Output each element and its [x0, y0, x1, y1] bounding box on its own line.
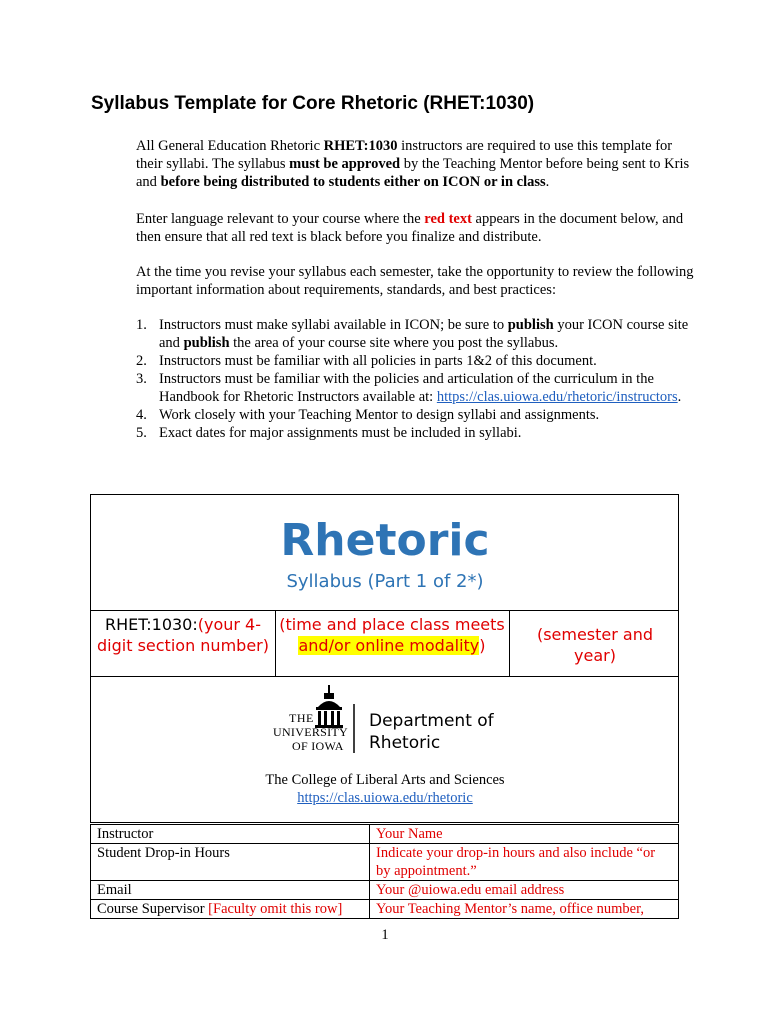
rhetoric-heading: Rhetoric: [280, 515, 490, 566]
list-number: 5.: [136, 425, 147, 441]
course-code: RHET:1030:: [104, 615, 198, 634]
time-place-placeholder: (time and place class meets: [279, 615, 505, 634]
department-line-2: Rhetoric: [369, 733, 441, 753]
list-number: 3.: [136, 371, 147, 387]
university-logo-text: UNIVERSITY: [273, 725, 348, 739]
table-row: [91, 844, 679, 881]
section-placeholder: (your 4-digit section number): [97, 615, 269, 655]
instructor-label: Instructor: [91, 825, 370, 844]
divider: [275, 610, 276, 677]
publish-bold: publish: [183, 335, 230, 351]
intro-paragraph-3: At the time you revise your syllabus each semester, take the opportunity to review the following important information about requirements, standards, and best practices:: [136, 264, 694, 298]
intro-text: instructors are required to use this template for their syllabi. The syllabus: [136, 138, 673, 172]
intro-text: by the Teaching Mentor before being sent to Kris and: [136, 156, 690, 190]
course-info-table: [90, 824, 679, 919]
list-text: Instructors must make syllabi available in ICON; be sure to: [159, 317, 508, 333]
time-place-cell: [278, 614, 506, 656]
list-text: .: [677, 389, 682, 405]
document-title: Syllabus Template for Core Rhetoric (RHET:1030): [91, 93, 535, 114]
email-label: Email: [91, 881, 370, 900]
drop-in-hours-label: Student Drop-in Hours: [91, 844, 370, 881]
list-text: Instructors must be familiar with the policies and articulation of the curriculum in the Handbook for Rhetoric Instructors available at:: [159, 371, 654, 405]
list-text: Instructors must be familiar with all policies in parts 1&2 of this document.: [159, 353, 597, 369]
course-code-bold: RHET:1030: [323, 138, 398, 154]
distribution-bold: before being distributed to students either on ICON or in class: [160, 174, 546, 190]
list-item: [136, 352, 696, 370]
list-text: the area of your course site where you post the syllabus.: [229, 335, 559, 351]
course-supervisor-label: [91, 900, 370, 919]
intro-text: .: [545, 174, 550, 190]
intro-text: appears in the document below, and then ensure that all red text is black before you finalize and distribute.: [136, 211, 684, 245]
rhetoric-website-link[interactable]: https://clas.uiowa.edu/rhetoric: [297, 790, 473, 806]
university-logo-text: THE: [289, 711, 314, 725]
time-place-close: ): [479, 636, 486, 655]
intro-text: Enter language relevant to your course where the: [136, 211, 425, 227]
university-logo-text: OF IOWA: [292, 739, 344, 753]
table-row: [91, 881, 679, 900]
list-item: [136, 406, 696, 424]
list-number: 4.: [136, 407, 147, 423]
list-item: [136, 316, 696, 352]
divider: [90, 676, 679, 677]
list-item: [136, 370, 696, 406]
semester-cell: (semester and year): [536, 625, 654, 665]
list-item: [136, 424, 696, 442]
modality-highlight: and/or online modality: [298, 636, 480, 655]
college-name: The College of Liberal Arts and Sciences: [265, 772, 505, 788]
intro-paragraph-2: [136, 210, 696, 246]
divider: [90, 610, 679, 611]
list-number: 2.: [136, 353, 147, 369]
table-row: [91, 825, 679, 844]
department-line-1: Department of: [369, 711, 494, 731]
instructor-value: Your Name: [370, 825, 679, 844]
list-text: Work closely with your Teaching Mentor to design syllabi and assignments.: [159, 407, 600, 423]
syllabus-subtitle: Syllabus (Part 1 of 2*): [286, 571, 484, 592]
list-number: 1.: [136, 317, 147, 333]
course-supervisor-value: Your Teaching Mentor’s name, office number,: [370, 900, 679, 919]
divider: [509, 610, 510, 677]
list-text: your ICON course site and: [159, 317, 689, 351]
page-number: 1: [381, 927, 389, 943]
instructors-handbook-link[interactable]: https://clas.uiowa.edu/rhetoric/instructors: [436, 389, 678, 405]
table-row: [91, 900, 679, 919]
college-block: [0, 771, 770, 807]
publish-bold: publish: [507, 317, 554, 333]
drop-in-hours-value: Indicate your drop-in hours and also include “or by appointment.”: [370, 844, 679, 881]
email-value: Your @uiowa.edu email address: [370, 881, 679, 900]
intro-paragraph-1: [136, 137, 696, 191]
course-supervisor-text: Course Supervisor: [97, 901, 209, 917]
department-name: [369, 710, 494, 754]
intro-text: All General Education Rhetoric: [136, 138, 324, 154]
must-be-approved-bold: must be approved: [289, 156, 401, 172]
requirements-list: [136, 316, 696, 442]
red-text-label: red text: [424, 211, 472, 227]
faculty-omit-note: [Faculty omit this row]: [208, 901, 343, 917]
course-section-cell: [92, 614, 274, 656]
list-text: Exact dates for major assignments must be included in syllabi.: [159, 425, 522, 441]
